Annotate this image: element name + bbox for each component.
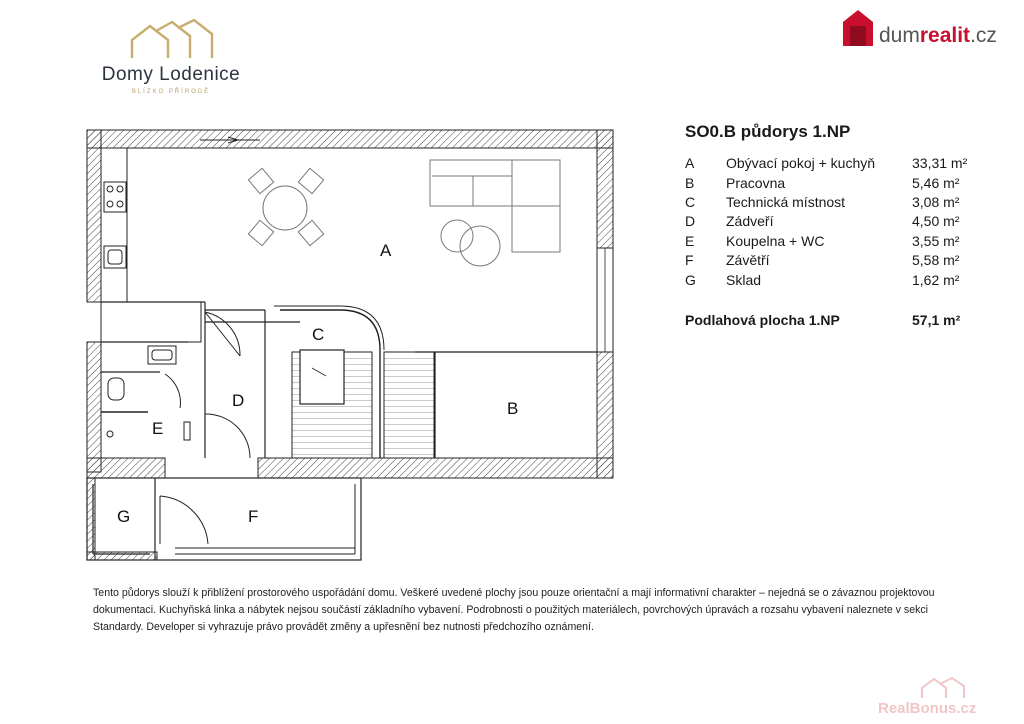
legend-letter: C [685, 194, 696, 210]
room-label-c: C [312, 325, 325, 344]
legend-room-name: Sklad [726, 272, 762, 288]
room-label-e: E [152, 419, 164, 438]
legend-room-name: Koupelna + WC [726, 233, 825, 249]
room-label-b: B [507, 399, 519, 418]
total-label: Podlahová plocha 1.NP [685, 312, 840, 328]
legend-letter: F [685, 252, 694, 268]
room-label-g: G [117, 507, 131, 526]
legend-letter: B [685, 175, 695, 191]
legend-room-name: Technická místnost [726, 194, 846, 210]
legend-room-name: Závětří [726, 252, 770, 268]
total-value: 57,1 m² [912, 312, 961, 328]
realbonus-house-icon [918, 676, 978, 700]
legend-letter: E [685, 233, 695, 249]
realbonus-watermark: RealBonus.cz [878, 700, 977, 717]
legend-room-name: Pracovna [726, 175, 786, 191]
legend-letter: D [685, 213, 696, 229]
legend-room-area: 3,08 m² [912, 194, 960, 210]
legend-room-area: 5,58 m² [912, 252, 960, 268]
legend-room-area: 33,31 m² [912, 155, 968, 171]
legend-room-area: 3,55 m² [912, 233, 960, 249]
brand-name: Domy Lodenice [101, 64, 241, 85]
legend-room-area: 4,50 m² [912, 213, 960, 229]
dumrealit-house-icon [841, 8, 875, 48]
room-label-a: A [380, 241, 392, 260]
domy-lodenice-logo [86, 18, 256, 62]
disclaimer-text: Tento půdorys slouží k přiblížení prostorového uspořádání domu. Veškeré uvedené plochy jsou pouze orientační a mají informativní charakter – nejedná se o závaznou projektovou dokumentaci. Kuchyňská linka a nábytek nejsou součástí základního vybavení. Podrobnosti o použitých materiálech, povrchových úpravách a rozsahu vybavení naleznete v sekci Standardy. Developer si vyhrazuje právo provádět změny a upřesnění bez nutnosti předchozího oznámení. [93, 587, 935, 633]
legend-room-name: Zádveří [726, 213, 774, 229]
plan-title: SO0.B půdorys 1.NP [685, 122, 851, 141]
room-label-f: F [248, 507, 259, 526]
brand-tagline: BLÍZKO PŘÍRODĚ [131, 89, 211, 95]
legend-room-area: 5,46 m² [912, 175, 960, 191]
dumrealit-logo-text: dumrealit.cz [879, 24, 997, 47]
floor-plan [80, 124, 620, 564]
legend-room-name: Obývací pokoj + kuchyň [726, 155, 876, 171]
legend-room-area: 1,62 m² [912, 272, 960, 288]
legend-letter: G [685, 272, 696, 288]
legend-letter: A [685, 155, 695, 171]
room-label-d: D [232, 391, 245, 410]
